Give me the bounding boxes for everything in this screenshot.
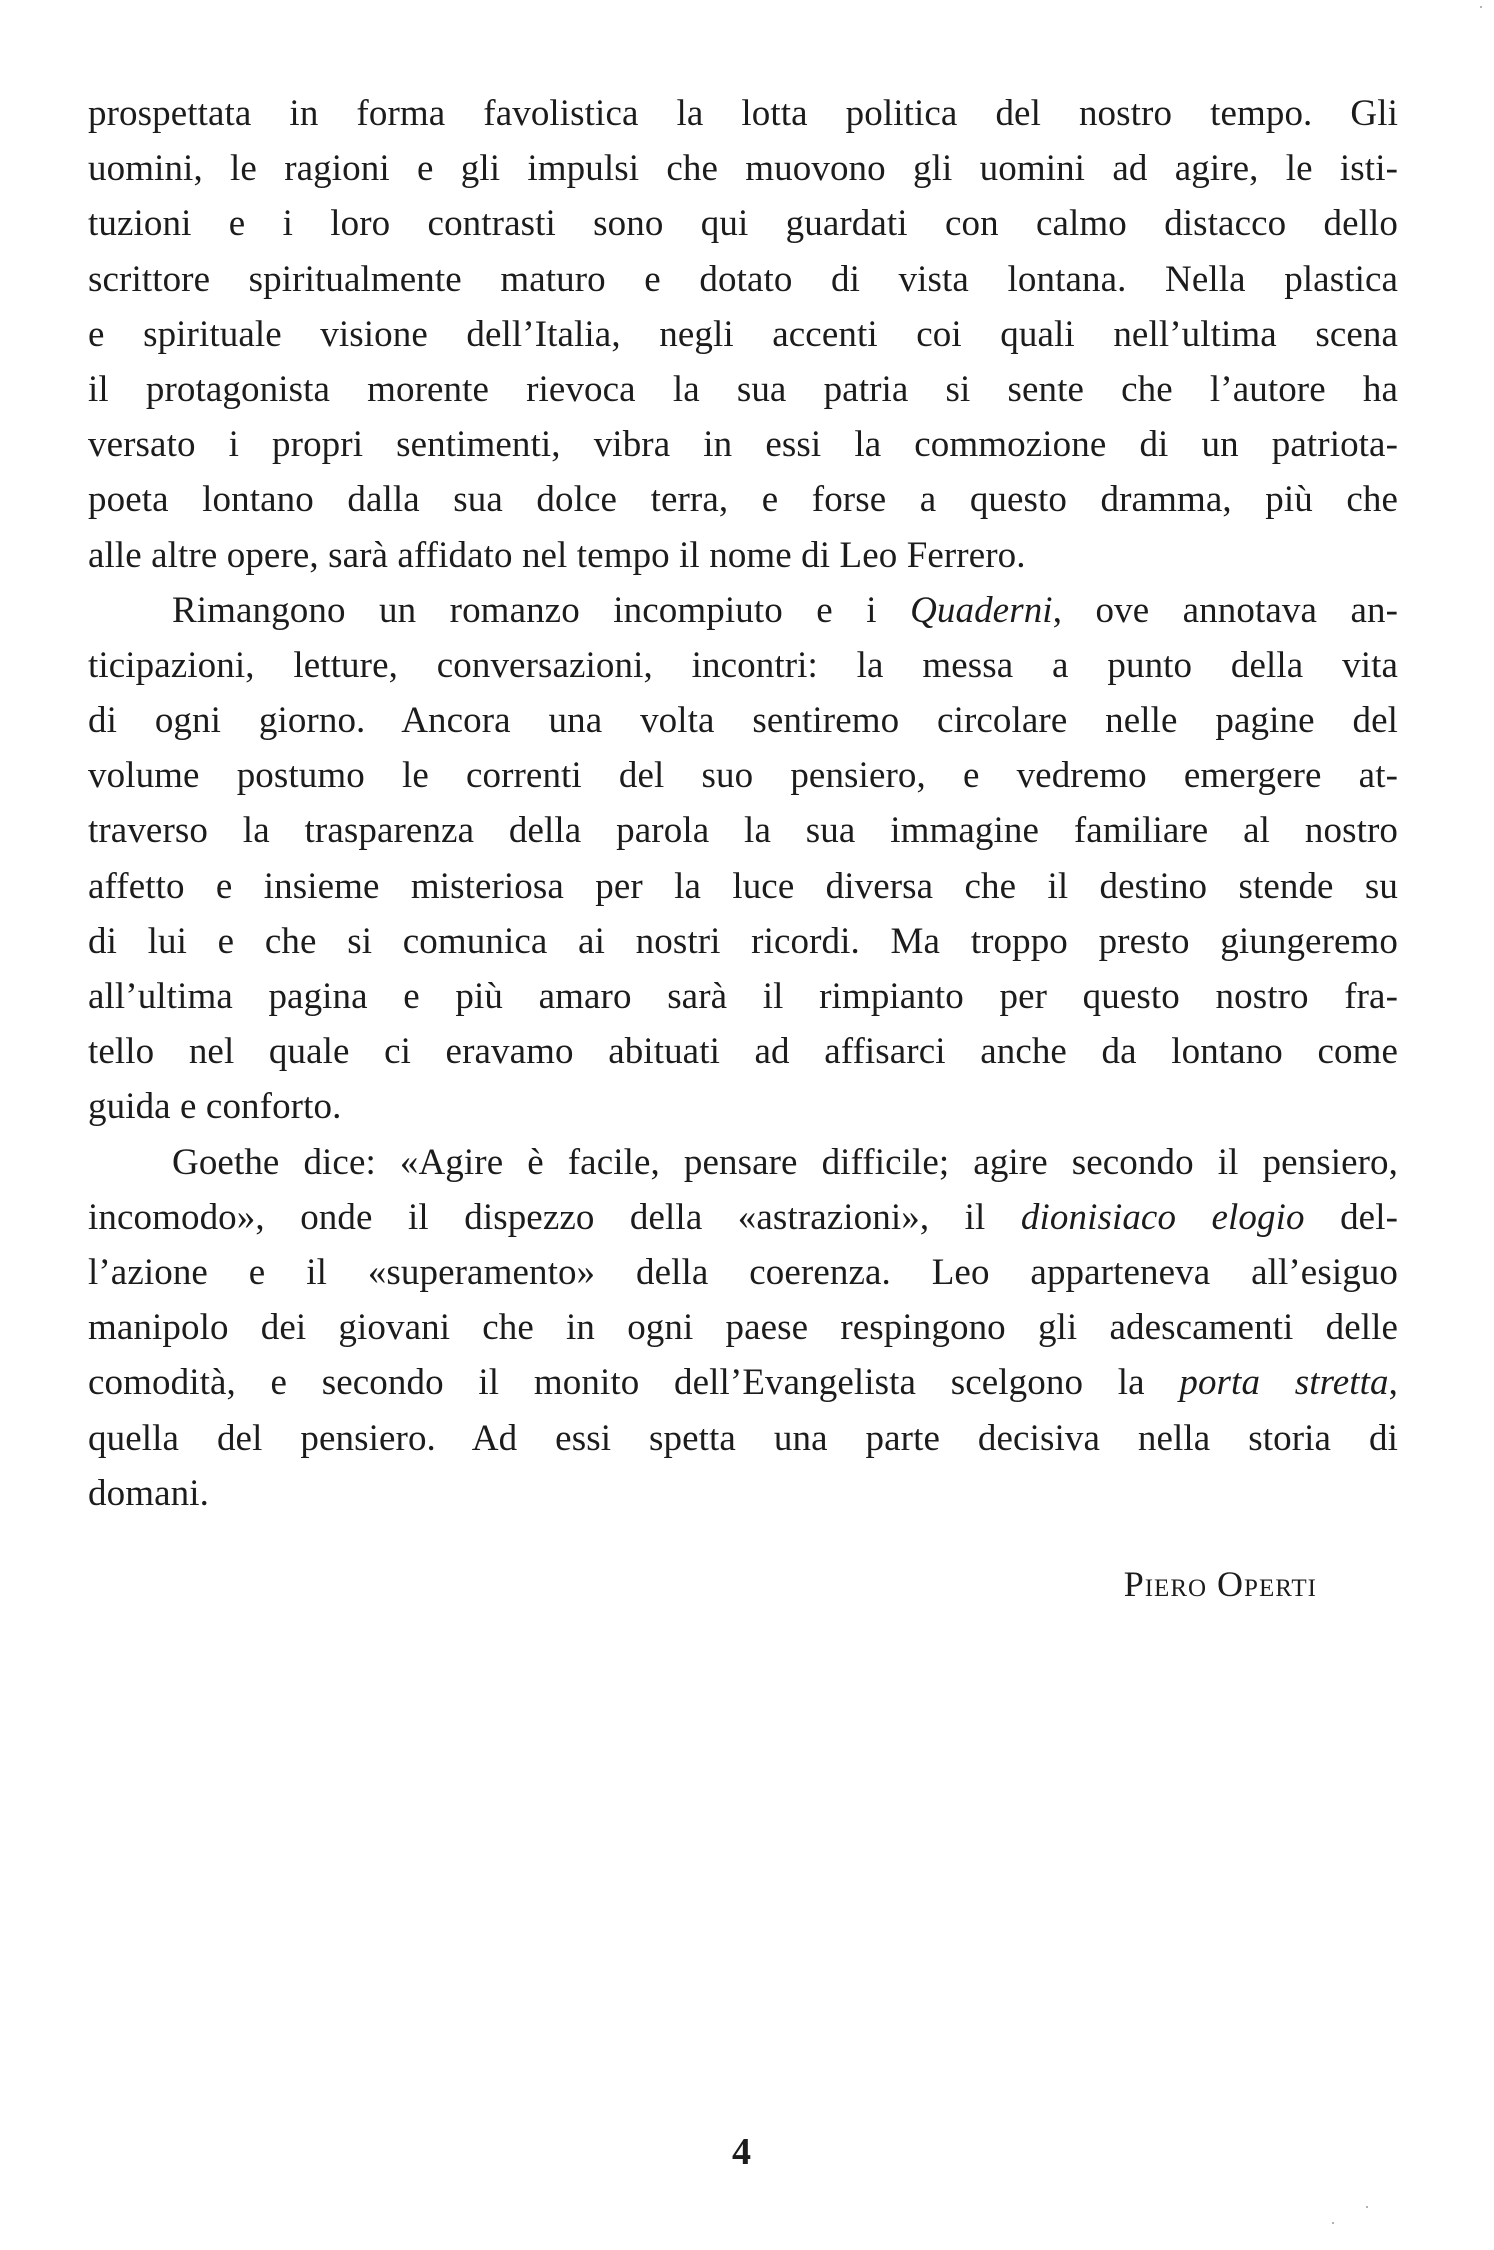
paragraph-1 bbox=[88, 86, 1398, 583]
text-line: domani. bbox=[88, 1472, 209, 1514]
scan-speck bbox=[1480, 6, 1482, 8]
scan-speck bbox=[1366, 2206, 1368, 2208]
page-number: 4 bbox=[732, 2131, 751, 2173]
italic-emphasis: Quaderni bbox=[910, 589, 1053, 631]
text-line: di ogni giorno. Ancora una volta sentiremo circolare nelle pagine del bbox=[88, 700, 1398, 742]
text-line: ticipazioni, letture, conversazioni, incontri: la messa a punto della vita bbox=[88, 644, 1398, 686]
italic-emphasis: porta stretta bbox=[1179, 1362, 1389, 1404]
text-line: scrittore spiritualmente maturo e dotato di vista lontana. Nella plastica bbox=[88, 258, 1398, 300]
text-line: poeta lontano dalla sua dolce terra, e forse a questo dramma, più che bbox=[88, 479, 1398, 521]
text-line: prospettata in forma favolistica la lotta politica del nostro tempo. Gli bbox=[88, 93, 1398, 134]
text-line: all’ultima pagina e più amaro sarà il rimpianto per questo nostro fra- bbox=[88, 976, 1398, 1017]
text-line: e spirituale visione dell’Italia, negli accenti coi quali nell’ultima scena bbox=[88, 313, 1398, 355]
paragraph-3 bbox=[88, 1135, 1398, 1521]
text-line: traverso la trasparenza della parola la sua immagine familiare al nostro bbox=[88, 810, 1398, 852]
text-line: versato i propri sentimenti, vibra in essi la commozione di un patriota- bbox=[88, 424, 1398, 466]
text-line: Goethe dice: «Agire è facile, pensare difficile; agire secondo il pensiero, bbox=[172, 1141, 1398, 1183]
text-line: tello nel quale ci eravamo abituati ad affisarci anche da lontano come bbox=[88, 1031, 1398, 1073]
text-line: il protagonista morente rievoca la sua patria si sente che l’autore ha bbox=[88, 368, 1398, 410]
scan-speck bbox=[1332, 2222, 1334, 2224]
text-line: di lui e che si comunica ai nostri ricordi. Ma troppo presto giungeremo bbox=[88, 920, 1398, 962]
italic-emphasis: dionisiaco elogio bbox=[1020, 1196, 1305, 1238]
text-line: volume postumo le correnti del suo pensiero, e vedremo emergere at- bbox=[88, 755, 1398, 797]
body-text bbox=[88, 86, 1398, 1521]
text-line: manipolo dei giovani che in ogni paese respingono gli adescamenti delle bbox=[88, 1307, 1398, 1349]
text-line: Rimangono un romanzo incompiuto e i Quaderni, ove annotava an- bbox=[172, 589, 1399, 631]
text-line: incomodo», onde il dispezzo della «astrazioni», il dionisiaco elogio del- bbox=[88, 1196, 1399, 1238]
text-line: comodità, e secondo il monito dell’Evangelista scelgono la porta stretta, bbox=[88, 1362, 1398, 1404]
text-line: l’azione e il «superamento» della coerenza. Leo apparteneva all’esiguo bbox=[88, 1251, 1398, 1293]
text-line: tuzioni e i loro contrasti sono qui guardati con calmo distacco dello bbox=[88, 203, 1398, 245]
text-line: guida e conforto. bbox=[88, 1086, 342, 1128]
text-line: affetto e insieme misteriosa per la luce diversa che il destino stende su bbox=[88, 865, 1398, 907]
text-line: quella del pensiero. Ad essi spetta una parte decisiva nella storia di bbox=[88, 1417, 1398, 1459]
text-line: alle altre opere, sarà affidato nel tempo il nome di Leo Ferrero. bbox=[88, 534, 1026, 576]
text-line: uomini, le ragioni e gli impulsi che muovono gli uomini ad agire, le isti- bbox=[88, 148, 1398, 190]
author-signature: Piero Operti bbox=[1123, 1564, 1317, 1604]
paragraph-2 bbox=[88, 583, 1398, 1135]
